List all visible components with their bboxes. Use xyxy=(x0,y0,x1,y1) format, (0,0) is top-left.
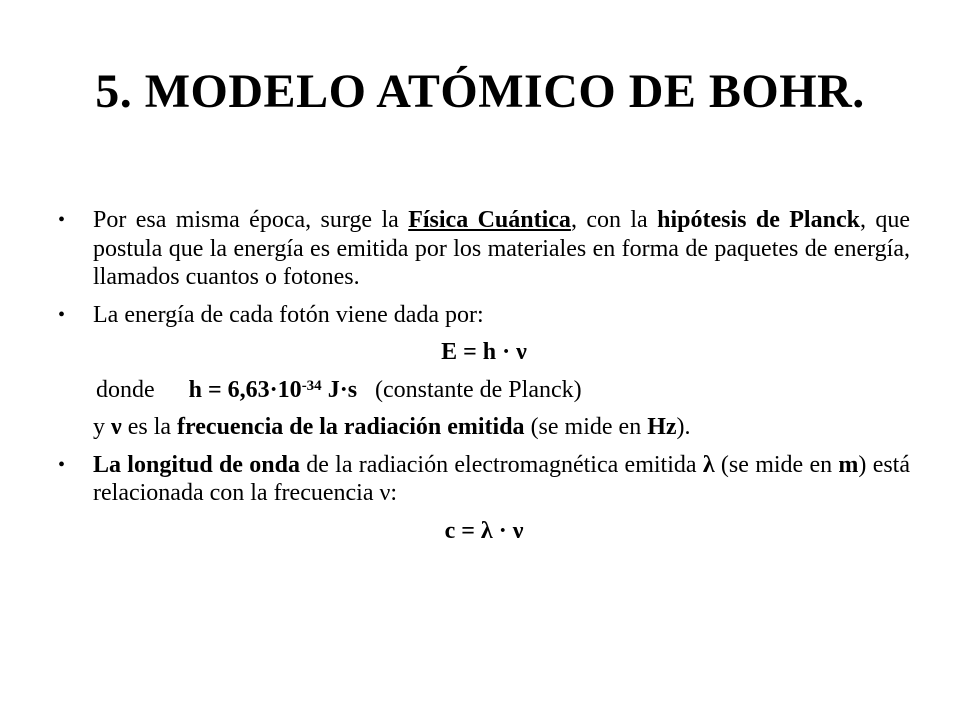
frequency-line xyxy=(58,413,910,442)
text: es la xyxy=(121,414,178,440)
unit-hz: Hz xyxy=(647,414,677,440)
term-fisica-cuantica: Física Cuántica xyxy=(408,207,571,233)
planck-exponent: -34 xyxy=(301,377,322,394)
bullet-dot-icon: • xyxy=(58,453,66,476)
slide-title: 5. MODELO ATÓMICO DE BOHR. xyxy=(95,65,865,118)
where-label: donde xyxy=(96,376,155,403)
planck-constant-line xyxy=(58,376,910,405)
text: (se mide en xyxy=(524,414,648,440)
bullet-quantum-physics xyxy=(58,206,910,292)
text: , que postula que la energía es emitida por los materiales en forma de paquetes de energía, llamados cuantos o fotones. xyxy=(93,207,911,290)
text: (se mide en xyxy=(714,451,839,478)
text: ). xyxy=(676,414,691,440)
planck-unit: J·s xyxy=(321,376,358,403)
term-frecuencia: frecuencia de la radiación emitida xyxy=(177,414,525,440)
planck-equation: h = 6,63·10 xyxy=(188,376,302,403)
planck-note: (constante de Planck) xyxy=(375,376,582,403)
symbol-nu: ν xyxy=(111,414,122,440)
bullet-photon-energy xyxy=(58,301,910,330)
unit-m: m xyxy=(838,451,859,478)
formula-wavelength: c = λ · ν xyxy=(444,517,524,544)
text: de la radiación electromagnética emitida xyxy=(299,451,703,478)
text: ) está relacionada con la frecuencia ν: xyxy=(93,451,910,506)
bullet-dot-icon: • xyxy=(58,209,66,231)
text: La energía de cada fotón viene dada por: xyxy=(93,301,484,328)
text: y xyxy=(93,414,111,440)
term-longitud-onda: La longitud de onda xyxy=(93,451,300,478)
bullet-dot-icon: • xyxy=(58,303,66,326)
formula-energy: E = h · ν xyxy=(441,339,527,365)
slide-content xyxy=(58,206,910,545)
text: Por esa misma época, surge la xyxy=(93,207,409,233)
symbol-lambda: λ xyxy=(702,451,715,478)
text: , con la xyxy=(570,207,658,233)
bullet-wavelength xyxy=(58,451,910,508)
term-hipotesis-planck: hipótesis de Planck xyxy=(657,207,860,233)
